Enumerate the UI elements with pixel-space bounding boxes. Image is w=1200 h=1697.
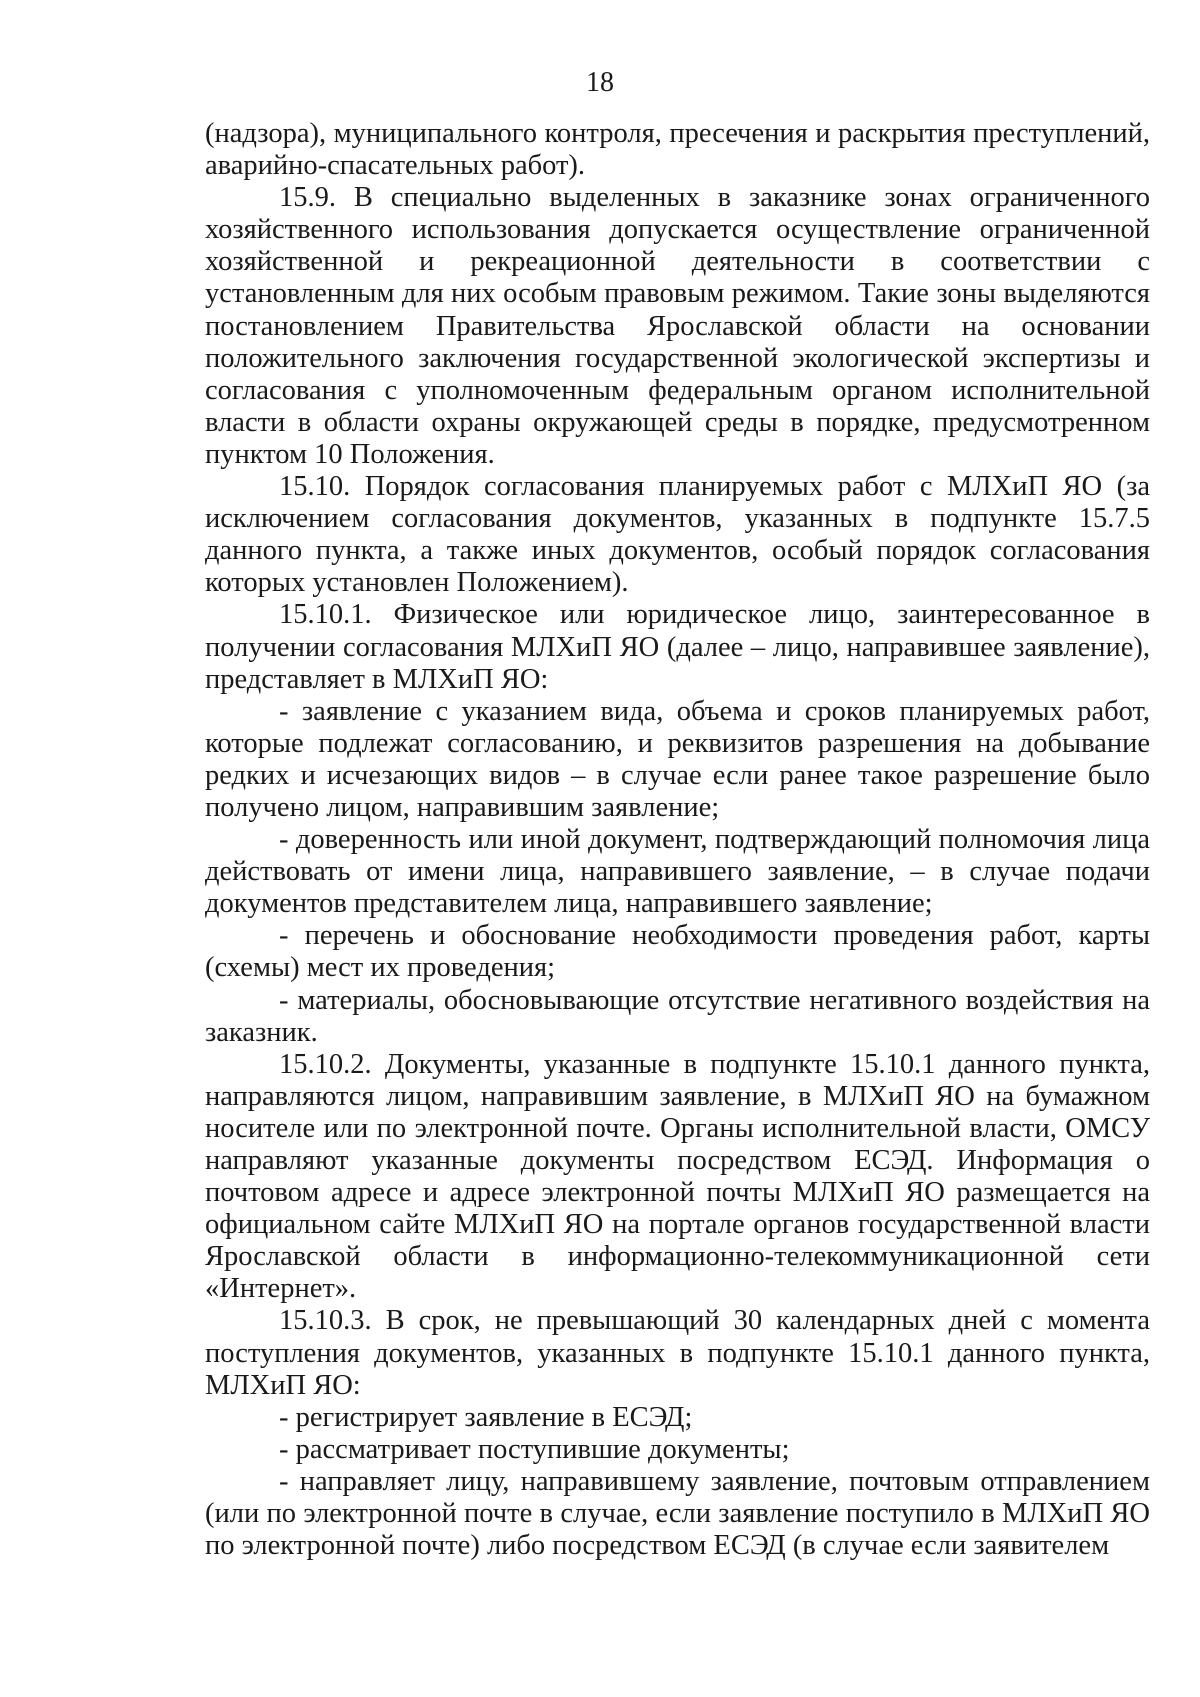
clause-15-10: 15.10. Порядок согласования планируемых работ с МЛХиП ЯО (за исключением согласования документов, указанных в подпункте 15.7.5 данного пункта, а также иных документов, особый порядок согласования которых установлен Положением). [205, 471, 1150, 599]
list-item-sends: - направляет лицу, направившему заявление, почтовым отправлением (или по электронной почте в случае, если заявление поступило в МЛХиП ЯО по электронной почте) либо посредством ЕСЭД (в случае если заявителем [205, 1465, 1150, 1562]
list-item-reviews: - рассматривает поступившие документы; [279, 1433, 790, 1465]
page-number: 18 [586, 67, 614, 98]
document-body [205, 118, 1150, 1562]
list-item-registers: - регистрирует заявление в ЕСЭД; [279, 1401, 693, 1433]
clause-15-10-3: 15.10.3. В срок, не превышающий 30 календарных дней с момента поступления документов, указанных в подпункте 15.10.1 данного пункта, МЛХиП ЯО: [205, 1305, 1150, 1401]
clause-15-10-2: 15.10.2. Документы, указанные в подпункте 15.10.1 данного пункта, направляются лицом, направившим заявление, в МЛХиП ЯО на бумажном носителе или по электронной почте. Органы исполнительной власти, ОМСУ направляют указанные документы посредством ЕСЭД. Информация о почтовом адресе и адресе электронной почты МЛХиП ЯО размещается на официальном сайте МЛХиП ЯО на портале органов государственной власти Ярославской области в информационно-телекоммуникационной сети «Интернет». [205, 1048, 1150, 1305]
paragraph-continuation: (надзора), муниципального контроля, пресечения и раскрытия преступлений, аварийно-спасательных работ). [205, 118, 1150, 182]
clause-15-10-1: 15.10.1. Физическое или юридическое лицо, заинтересованное в получении согласования МЛХиП ЯО (далее – лицо, направившее заявление), представляет в МЛХиП ЯО: [205, 599, 1150, 695]
clause-15-9: 15.9. В специально выделенных в заказнике зонах ограниченного хозяйственного использования допускается осуществление ограниченной хозяйственной и рекреационной деятельности в соответствии с установленным для них особым правовым режимом. Такие зоны выделяются постановлением Правительства Ярославской области на основании положительного заключения государственной экологической экспертизы и согласования с уполномоченным федеральным органом исполнительной власти в области охраны окружающей среды в порядке, предусмотренном пунктом 10 Положения. [205, 182, 1150, 470]
list-item-impact-materials: - материалы, обосновывающие отсутствие негативного воздействия на заказник. [205, 984, 1150, 1048]
list-item-work-justification: - перечень и обоснование необходимости проведения работ, карты (схемы) мест их проведения; [205, 920, 1150, 984]
list-item-power-of-attorney: - доверенность или иной документ, подтверждающий полномочия лица действовать от имени лица, направившего заявление, – в случае подачи документов представителем лица, направившего заявление; [205, 824, 1150, 920]
list-item-application: - заявление с указанием вида, объема и сроков планируемых работ, которые подлежат согласованию, и реквизитов разрешения на добывание редких и исчезающих видов – в случае если ранее такое разрешение было получено лицом, направившим заявление; [205, 695, 1150, 823]
